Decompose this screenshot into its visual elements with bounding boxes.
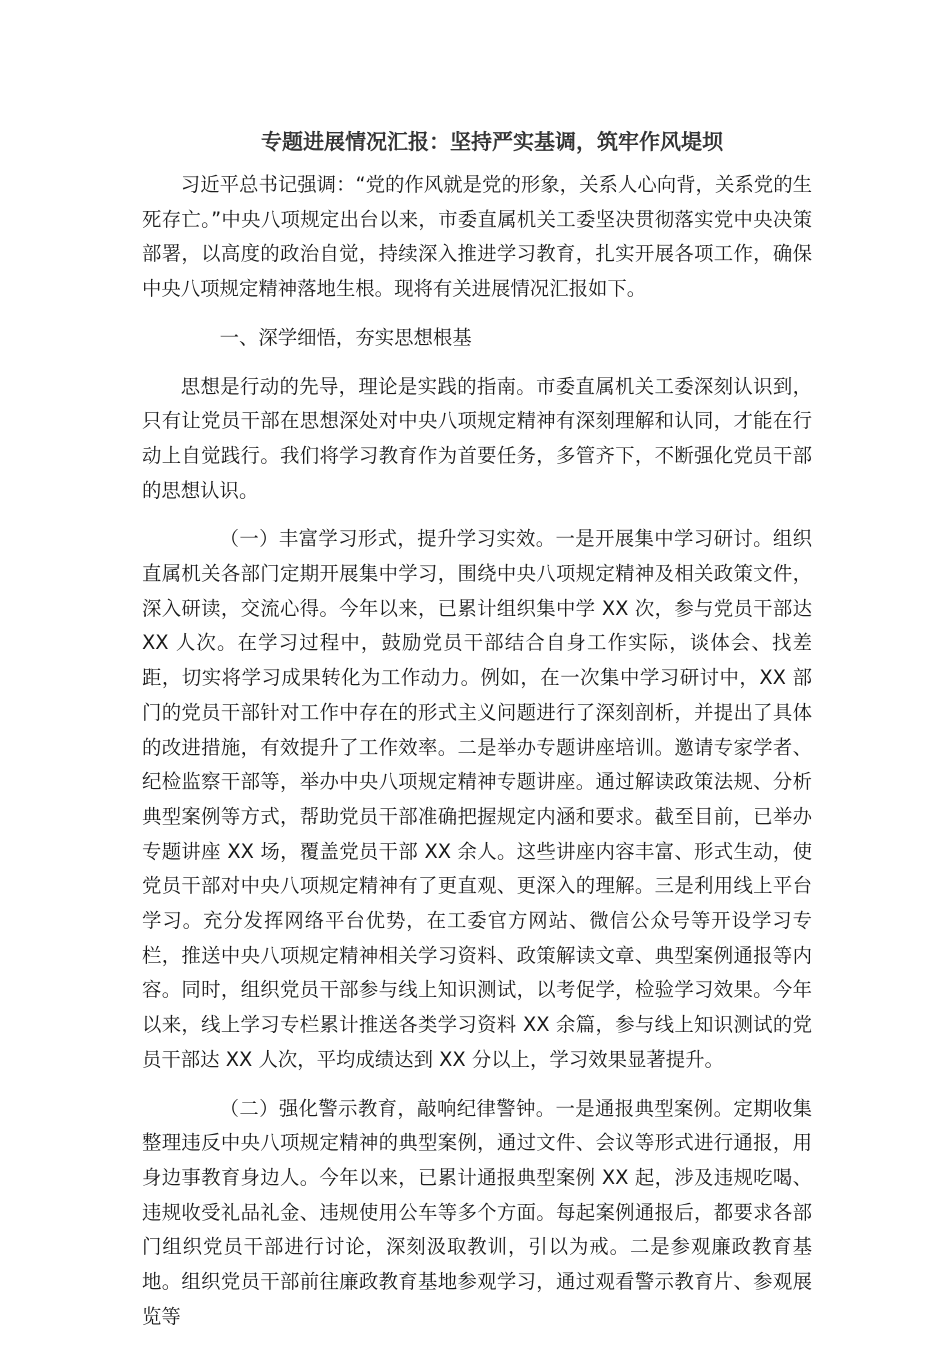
section-1-paragraph: 思想是行动的先导，理论是实践的指南。市委直属机关工委深刻认识到，只有让党员干部在思想深处对中央八项规定精神有深刻理解和认同，才能在行动上自觉践行。我们将学习教育作为首要任务，多管齐下，不断强化党员干部的思想认识。 bbox=[142, 374, 812, 502]
document-title: 专题进展情况汇报：坚持严实基调，筑牢作风堤坝 bbox=[261, 130, 723, 154]
section-heading-1: 一、深学细悟，夯实思想根基 bbox=[219, 325, 472, 349]
intro-paragraph: 习近平总书记强调：“党的作风就是党的形象，关系人心向背，关系党的生死存亡。”中央八项规定出台以来，市委直属机关工委坚决贯彻落实党中央决策部署，以高度的政治自觉，持续深入推进学习教育，扎实开展各项工作，确保中央八项规定精神落地生根。现将有关进展情况汇报如下。 bbox=[142, 173, 812, 301]
document-body bbox=[142, 168, 812, 1349]
subsection-1-paragraph: （一）丰富学习形式，提升学习实效。一是开展集中学习研讨。组织直属机关各部门定期开展集中学习，围绕中央八项规定精神及相关政策文件，深入研读，交流心得。今年以来，已累计组织集中学 XX 次，参与党员干部达 XX 人次。在学习过程中，鼓励党员干部结合自身工作实际，谈体会、找差距，切实将学习成果转化为工作动力。例如，在一次集中学习研讨中，XX 部门的党员干部针对工作中存在的形式主义问题进行了深刻剖析，并提出了具体的改进措施，有效提升了工作效率。二是举办专题讲座培训。邀请专家学者、纪检监察干部等，举办中央八项规定精神专题讲座。通过解读政策法规、分析典型案例等方式，帮助党员干部准确把握规定内涵和要求。截至目前，已举办专题讲座 XX 场，覆盖党员干部 XX 余人。这些讲座内容丰富、形式生动，使党员干部对中央八项规定精神有了更直观、更深入的理解。三是利用线上平台学习。充分发挥网络平台优势，在工委官方网站、微信公众号等开设学习专栏，推送中央八项规定精神相关学习资料、政策解读文章、典型案例通报等内容。同时，组织党员干部参与线上知识测试，以考促学，检验学习效果。今年以来，线上学习专栏累计推送各类学习资料 XX 余篇，参与线上知识测试的党员干部达 XX 人次，平均成绩达到 XX 分以上，学习效果显著提升。 bbox=[142, 527, 812, 1071]
subsection-2-paragraph: （二）强化警示教育，敲响纪律警钟。一是通报典型案例。定期收集整理违反中央八项规定精神的典型案例，通过文件、会议等形式进行通报，用身边事教育身边人。今年以来，已累计通报典型案例 XX 起，涉及违规吃喝、违规收受礼品礼金、违规使用公车等多个方面。每起案例通报后，都要求各部门组织党员干部进行讨论，深刻汲取教训，引以为戒。二是参观廉政教育基地。组织党员干部前往廉政教育基地参观学习，通过观看警示教育片、参观展览等 bbox=[142, 1096, 812, 1328]
